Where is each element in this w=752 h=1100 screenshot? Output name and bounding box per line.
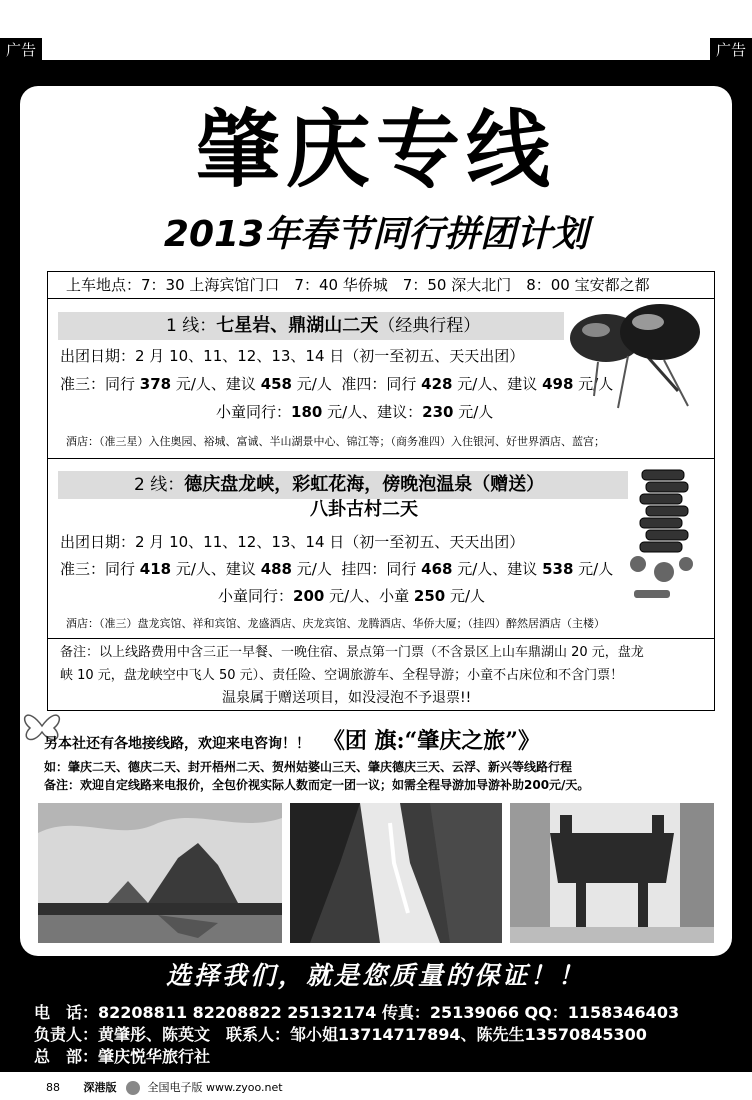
page-subtitle: 2013年春节同行拼团计划 bbox=[163, 214, 589, 255]
ad-label-right: 广告 bbox=[710, 38, 752, 62]
page-footer bbox=[0, 1076, 752, 1100]
route2-title: 2 线：德庆盘龙峡，彩虹花海，傍晚泡温泉（赠送） bbox=[134, 474, 545, 495]
page-title: 肇庆专线 bbox=[195, 100, 556, 199]
route1-prices: 准三：同行 378 元/人、建议 458 元/人 准四：同行 428 元/人、建议 498 元/人 bbox=[60, 375, 614, 393]
pickup-info: 上车地点：7：30 上海宾馆门口 7：40 华侨城 7：50 深大北门 8：00 宝安都之都 bbox=[66, 276, 650, 294]
route1-dates: 出团日期：2 月 10、11、12、13、14 日（初一至初五、天天出团） bbox=[60, 347, 525, 365]
lantern-icon bbox=[568, 296, 728, 416]
note-line-3: 温泉属于赠送项目，如没浸泡不予退票!! bbox=[222, 690, 472, 706]
route1-hotel: 酒店：（准三星）入住奥园、裕城、富诚、半山湖景中心、锦江等；（商务准四）入住银河、好世界酒店、蓝宫； bbox=[66, 435, 605, 448]
route2-hotel: 酒店：（准三）盘龙宾馆、祥和宾馆、龙盛酒店、庆龙宾馆、龙腾酒店、华侨大厦；（挂四）醉然居酒店（主楼） bbox=[66, 617, 605, 630]
extra-routes-list: 如：肇庆二天、德庆二天、封开梧州二天、贺州姑婆山三天、肇庆德庆三天、云浮、新兴等线路行程 bbox=[44, 760, 573, 774]
note-line-1: 备注：以上线路费用中含三正一早餐、一晚住宿、景点第一门票（不含景区上山车鼎湖山 20 元，盘龙 bbox=[60, 645, 644, 660]
route2-prices: 准三：同行 418 元/人、建议 488 元/人 挂四：同行 468 元/人、建议 538 元/人 bbox=[60, 560, 614, 578]
route1-title: 1 线：七星岩、鼎湖山二天（经典行程） bbox=[166, 315, 481, 336]
edition-logo-icon bbox=[126, 1081, 140, 1095]
slogan: 选择我们，就是您质量的保证！！ bbox=[165, 961, 586, 990]
route2-child-price: 小童同行：200 元/人、小童 250 元/人 bbox=[218, 587, 486, 605]
extra-remark: 备注：欢迎自定线路来电报价，全包价视实际人数而定一团一议；如需全程导游加导游补助200元/天。 bbox=[44, 778, 590, 792]
site-label[interactable]: 全国电子版 www.zyoo.net bbox=[147, 1081, 283, 1094]
route2-dates: 出团日期：2 月 10、11、12、13、14 日（初一至初五、天天出团） bbox=[60, 533, 525, 551]
page-number: 88 bbox=[46, 1081, 60, 1094]
footer-manager: 负责人：黄肇彤、陈英文 联系人：邹小姐13714717894、陈先生13570845300 bbox=[34, 1025, 647, 1044]
firecracker-icon bbox=[628, 468, 702, 608]
route1-child-price: 小童同行：180 元/人、建议：230 元/人 bbox=[216, 403, 494, 421]
edition-label: 深港版 bbox=[83, 1081, 117, 1094]
photo-waterfall bbox=[290, 803, 502, 943]
photo-lake-peaks bbox=[38, 803, 282, 943]
footer-hq: 总 部：肇庆悦华旅行社 bbox=[34, 1047, 211, 1066]
extra-routes bbox=[44, 758, 589, 794]
photo-bronze-cauldron bbox=[510, 803, 714, 943]
local-routes-line: 另本社还有各地接线路，欢迎来电咨询！！ 《团 旗:“肇庆之旅”》 bbox=[44, 728, 540, 754]
footer-phone: 电 话：82208811 82208822 25132174 传真：25139066 QQ：1158346403 bbox=[34, 1003, 680, 1022]
note-line-2: 峡 10 元，盘龙峡空中飞人 50 元）、责任险、空调旅游车、全程导游；小童不占床位和不含门票！ bbox=[60, 668, 624, 683]
route2-title-line2: 八卦古村二天 bbox=[310, 499, 418, 520]
ad-label-left: 广告 bbox=[0, 38, 42, 62]
